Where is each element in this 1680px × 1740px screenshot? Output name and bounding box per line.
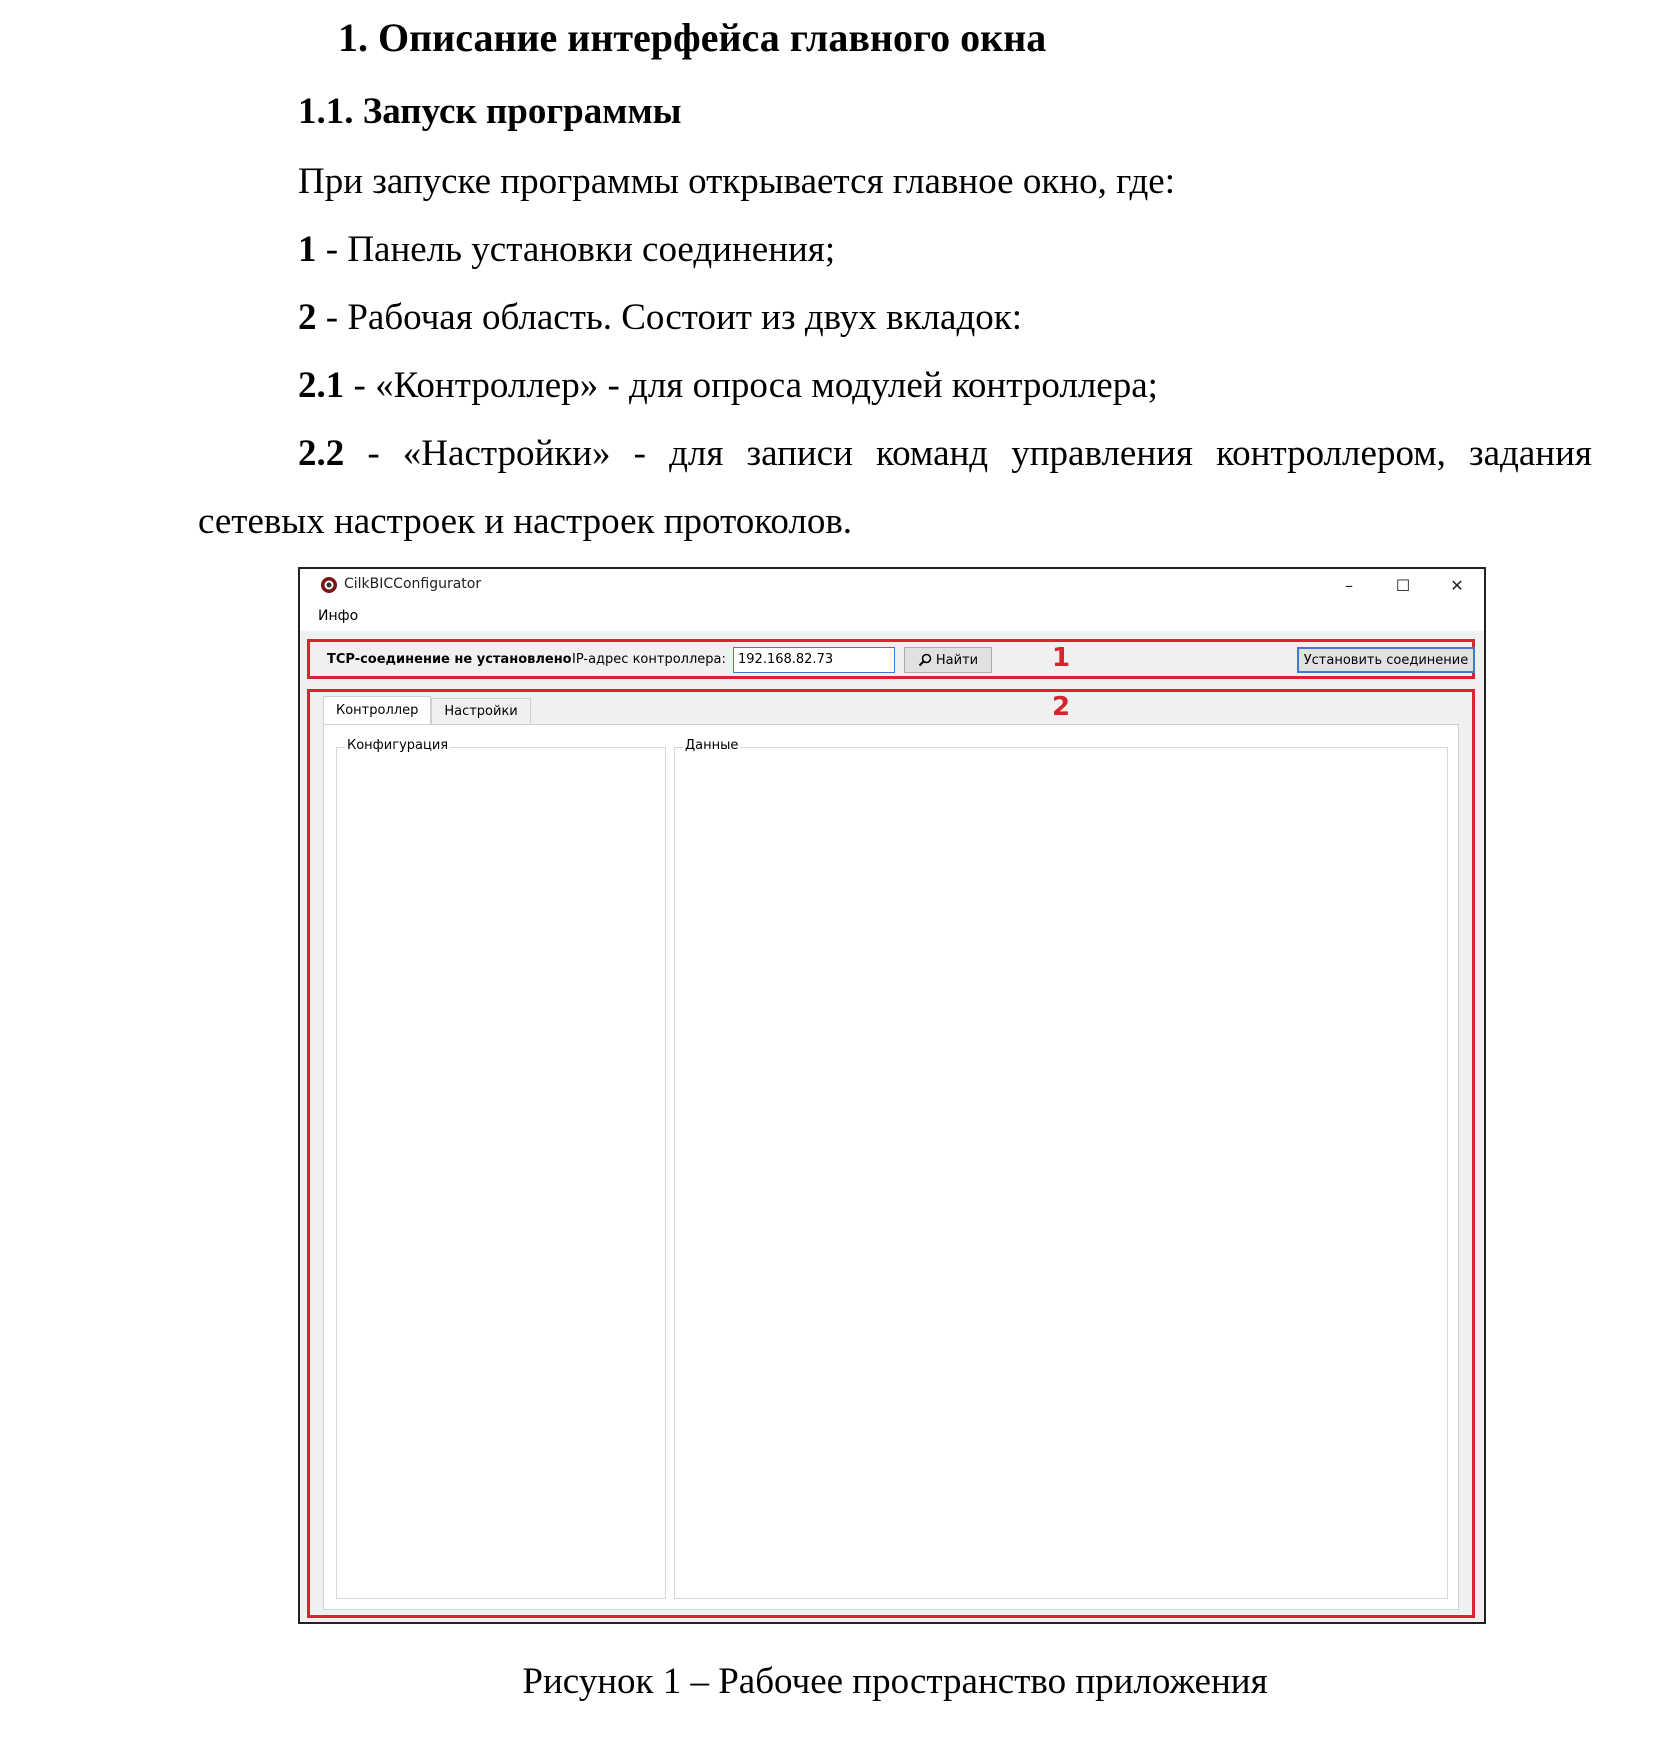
maximize-icon: ☐ — [1395, 575, 1411, 595]
close-icon: ✕ — [1450, 575, 1464, 595]
title-bar — [300, 569, 1484, 601]
data-group — [674, 738, 1448, 1599]
figure-caption: Рисунок 1 – Рабочее пространство приложения — [522, 1661, 1268, 1702]
word: контроллером, — [1216, 433, 1446, 474]
list-item-text: - «Контроллер» - для опроса модулей контроллера; — [344, 365, 1158, 406]
list-item-text: - Рабочая область. Состоит из двух вкладок: — [316, 297, 1023, 338]
tab-label: Контроллер — [336, 703, 419, 718]
connect-button[interactable] — [1297, 647, 1475, 673]
ip-address-label: IP-адрес контроллера: — [572, 652, 726, 667]
list-item-number: 1 — [298, 229, 317, 270]
maximize-button[interactable] — [1376, 569, 1430, 601]
word: «Настройки» — [402, 433, 611, 474]
connect-button-label: Установить соединение — [1303, 652, 1469, 668]
annotation-marker-2: 2 — [1052, 692, 1071, 722]
tab-content — [323, 724, 1459, 1610]
menu-item-info[interactable]: Инфо — [318, 608, 359, 624]
section-heading: 1. Описание интерфейса главного окна — [338, 15, 1047, 60]
app-window — [298, 567, 1486, 1624]
word: управления — [1011, 433, 1193, 474]
list-item — [298, 228, 835, 271]
data-group-title: Данные — [685, 738, 739, 753]
tab-settings[interactable] — [431, 698, 530, 724]
connection-status: TCP-соединение не установлено — [327, 652, 572, 667]
word: - — [633, 433, 646, 474]
word: для — [669, 433, 724, 474]
word: - — [367, 433, 380, 474]
app-logo-icon — [320, 576, 338, 594]
tab-controller[interactable] — [323, 696, 431, 724]
list-item — [298, 364, 1158, 407]
list-item — [298, 296, 1022, 339]
connection-panel — [307, 639, 1475, 679]
annotation-marker-1: 1 — [1052, 643, 1071, 673]
ip-address-input[interactable]: 192.168.82.73 — [733, 647, 895, 673]
minimize-icon: – — [1345, 575, 1353, 595]
workspace-panel — [307, 689, 1475, 1618]
configuration-group-title: Конфигурация — [347, 738, 449, 753]
configuration-group — [336, 738, 666, 1599]
find-button[interactable] — [904, 647, 992, 673]
find-button-label: Найти — [935, 652, 979, 668]
word: задания — [1469, 433, 1592, 474]
list-item-number: 2.2 — [298, 433, 345, 474]
window-title: CilkBICConfigurator — [344, 576, 482, 592]
subsection-heading: 1.1. Запуск программы — [298, 91, 682, 132]
list-item-text: - Панель установки соединения; — [316, 229, 836, 270]
minimize-button[interactable] — [1322, 569, 1376, 601]
word: команд — [876, 433, 989, 474]
list-item-continuation: сетевых настроек и настроек протоколов. — [198, 501, 853, 542]
tab-strip — [323, 698, 531, 724]
list-item-number: 2.1 — [298, 365, 345, 406]
list-item-number: 2 — [298, 297, 317, 338]
word: записи — [746, 433, 853, 474]
list-item-justified-line — [298, 432, 1592, 475]
tab-label: Настройки — [444, 704, 518, 719]
menu-bar — [300, 601, 1484, 631]
close-button[interactable] — [1430, 569, 1484, 601]
search-icon — [918, 653, 932, 667]
intro-paragraph: При запуске программы открывается главное окно, где: — [298, 161, 1175, 202]
